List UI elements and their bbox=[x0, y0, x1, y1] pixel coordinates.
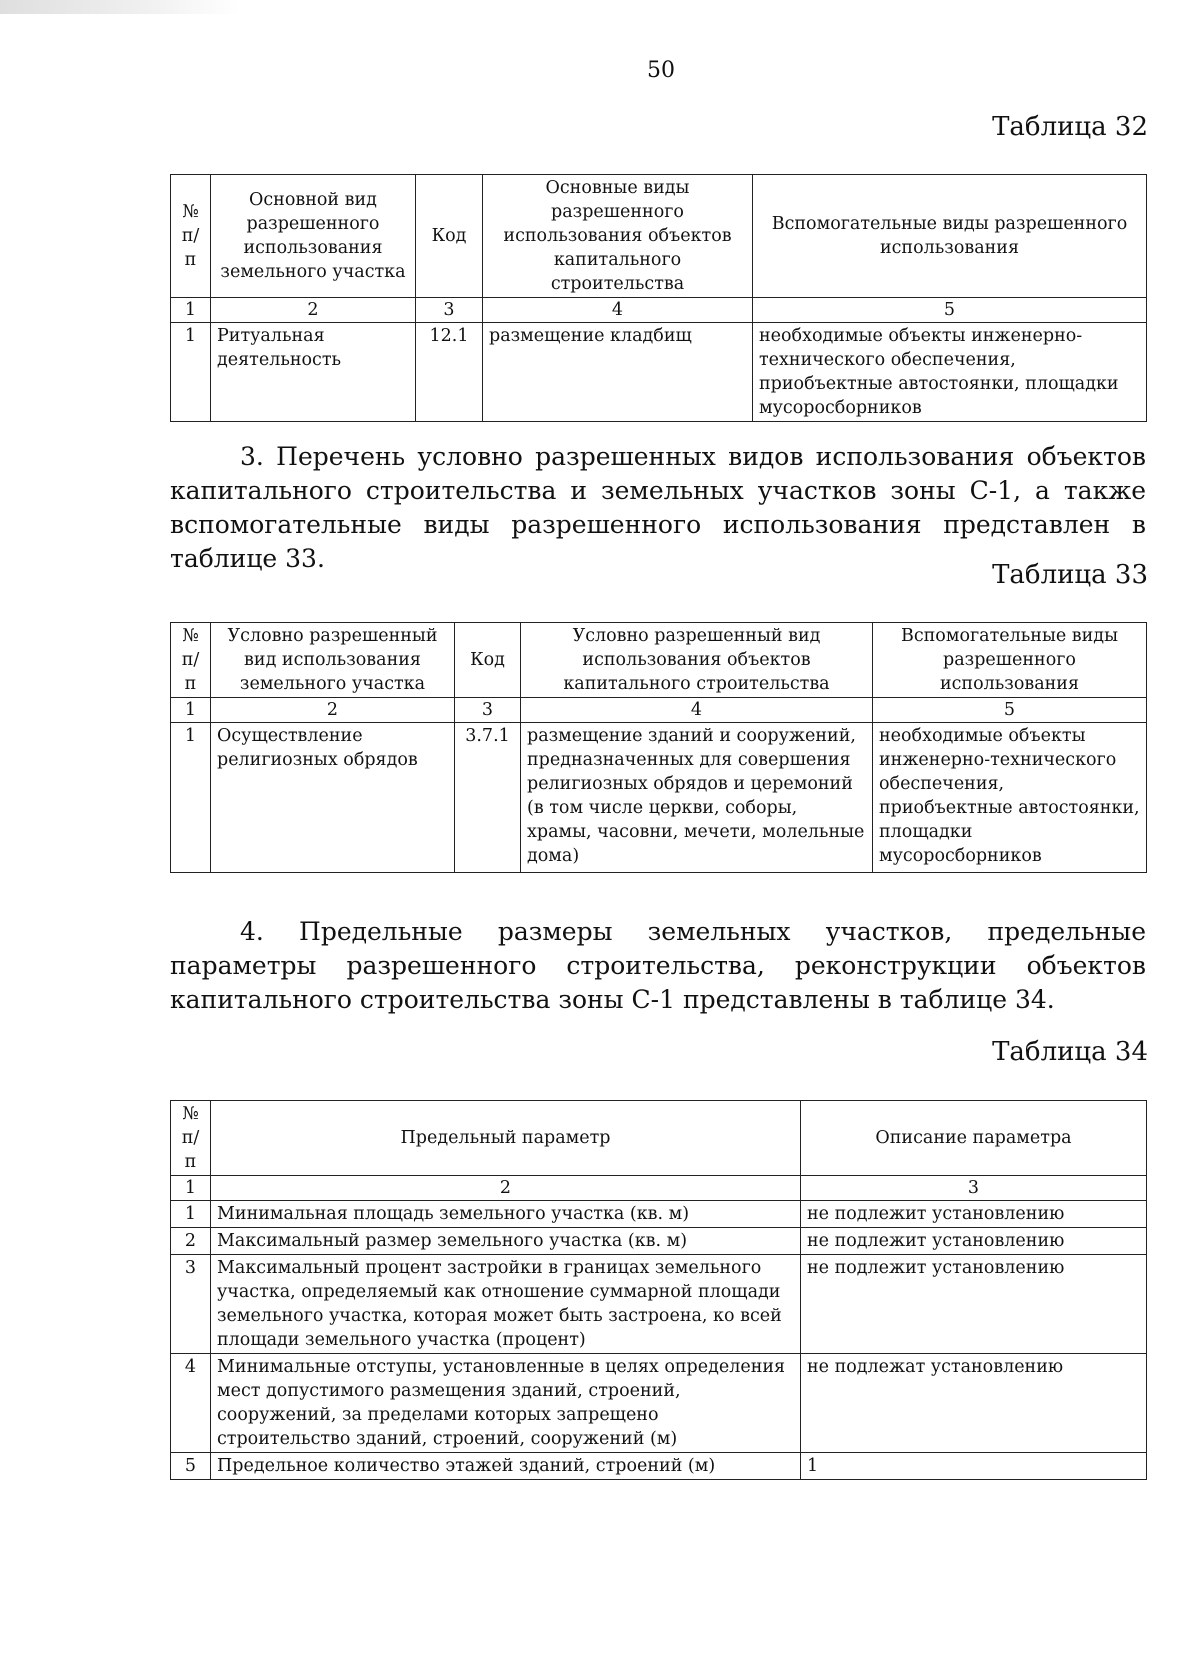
t33-colnum: 3 bbox=[455, 698, 521, 723]
t32-header-main-land: Основной вид разрешенного использования земельного участка bbox=[211, 175, 416, 298]
t34-cell-num: 2 bbox=[171, 1228, 211, 1255]
page-number: 50 bbox=[647, 58, 675, 83]
table-32 bbox=[170, 174, 1147, 422]
t34-cell-description: не подлежат установлению bbox=[801, 1354, 1147, 1453]
t32-colnum: 2 bbox=[211, 298, 416, 323]
t32-colnum: 5 bbox=[753, 298, 1147, 323]
t33-cell-code: 3.7.1 bbox=[455, 723, 521, 873]
t33-cell-num: 1 bbox=[171, 723, 211, 873]
t34-header-num: № п/п bbox=[171, 1101, 211, 1176]
t32-header-main-capital: Основные виды разрешенного использования объектов капитального строительства bbox=[483, 175, 753, 298]
t32-header-code: Код bbox=[416, 175, 483, 298]
t34-colnum: 1 bbox=[171, 1176, 211, 1201]
t34-cell-parameter: Максимальный процент застройки в границах земельного участка, определяемый как отношение суммарной площади земельного участка, которая может быть застроена, ко всей площади земельного участка (процент) bbox=[211, 1255, 801, 1354]
table-32-caption: Таблица 32 bbox=[992, 112, 1148, 142]
paragraph-3: 3. Перечень условно разрешенных видов использования объектов капитального строительства и земельных участков зоны С-1, а также вспомогательные виды разрешенного использования представлен в таблице 33. bbox=[170, 442, 1146, 573]
t34-cell-parameter: Предельное количество этажей зданий, строений (м) bbox=[211, 1453, 801, 1480]
t34-cell-num: 1 bbox=[171, 1201, 211, 1228]
t32-colnum: 4 bbox=[483, 298, 753, 323]
table-33-caption: Таблица 33 bbox=[992, 560, 1148, 590]
table-row bbox=[171, 1453, 1147, 1480]
t34-colnum: 3 bbox=[801, 1176, 1147, 1201]
t33-colnum: 4 bbox=[521, 698, 873, 723]
t33-colnum: 5 bbox=[873, 698, 1147, 723]
t33-header-code: Код bbox=[455, 623, 521, 698]
t34-cell-parameter: Минимальная площадь земельного участка (кв. м) bbox=[211, 1201, 801, 1228]
table-row bbox=[171, 1201, 1147, 1228]
scan-artifact bbox=[0, 0, 240, 14]
t33-header-conditional-land: Условно разрешенный вид использования земельного участка bbox=[211, 623, 455, 698]
t33-cell-auxiliary: необходимые объекты инженерно-технического обеспечения, приобъектные автостоянки, площадки мусоросборников bbox=[873, 723, 1147, 873]
table-33 bbox=[170, 622, 1147, 873]
table-row bbox=[171, 723, 1147, 873]
t34-header-parameter: Предельный параметр bbox=[211, 1101, 801, 1176]
t32-header-num: № п/п bbox=[171, 175, 211, 298]
t34-cell-parameter: Минимальные отступы, установленные в целях определения мест допустимого размещения зданий, строений, сооружений, за пределами которых запрещено строительство зданий, строений, сооружений (м) bbox=[211, 1354, 801, 1453]
t32-cell-num: 1 bbox=[171, 323, 211, 422]
t34-cell-description: 1 bbox=[801, 1453, 1147, 1480]
t32-cell-main-land: Ритуальная деятельность bbox=[211, 323, 416, 422]
t33-cell-conditional-capital: размещение зданий и сооружений, предназначенных для совершения религиозных обрядов и церемоний (в том числе церкви, соборы, храмы, часовни, мечети, молельные дома) bbox=[521, 723, 873, 873]
table-34 bbox=[170, 1100, 1147, 1480]
t34-cell-parameter: Максимальный размер земельного участка (кв. м) bbox=[211, 1228, 801, 1255]
t34-colnum: 2 bbox=[211, 1176, 801, 1201]
paragraph-4: 4. Предельные размеры земельных участков, предельные параметры разрешенного строительства, реконструкции объектов капитального строительства зоны С-1 представлены в таблице 34. bbox=[170, 917, 1146, 1014]
t33-colnum: 2 bbox=[211, 698, 455, 723]
t32-header-auxiliary: Вспомогательные виды разрешенного использования bbox=[753, 175, 1147, 298]
t34-cell-num: 3 bbox=[171, 1255, 211, 1354]
table-row bbox=[171, 1354, 1147, 1453]
t34-cell-num: 4 bbox=[171, 1354, 211, 1453]
table-row bbox=[171, 323, 1147, 422]
t32-cell-code: 12.1 bbox=[416, 323, 483, 422]
t32-cell-auxiliary: необходимые объекты инженерно-технического обеспечения, приобъектные автостоянки, площадки мусоросборников bbox=[753, 323, 1147, 422]
t34-cell-description: не подлежит установлению bbox=[801, 1228, 1147, 1255]
t32-colnum: 3 bbox=[416, 298, 483, 323]
t34-header-description: Описание параметра bbox=[801, 1101, 1147, 1176]
t33-header-conditional-capital: Условно разрешенный вид использования объектов капитального строительства bbox=[521, 623, 873, 698]
t32-cell-main-capital: размещение кладбищ bbox=[483, 323, 753, 422]
t33-header-auxiliary: Вспомогательные виды разрешенного использования bbox=[873, 623, 1147, 698]
t34-cell-description: не подлежит установлению bbox=[801, 1201, 1147, 1228]
t34-cell-description: не подлежит установлению bbox=[801, 1255, 1147, 1354]
t32-colnum: 1 bbox=[171, 298, 211, 323]
table-row bbox=[171, 1255, 1147, 1354]
table-row bbox=[171, 1228, 1147, 1255]
t33-colnum: 1 bbox=[171, 698, 211, 723]
table-34-caption: Таблица 34 bbox=[992, 1037, 1148, 1067]
t33-cell-conditional-land: Осуществление религиозных обрядов bbox=[211, 723, 455, 873]
t34-cell-num: 5 bbox=[171, 1453, 211, 1480]
t33-header-num: № п/п bbox=[171, 623, 211, 698]
